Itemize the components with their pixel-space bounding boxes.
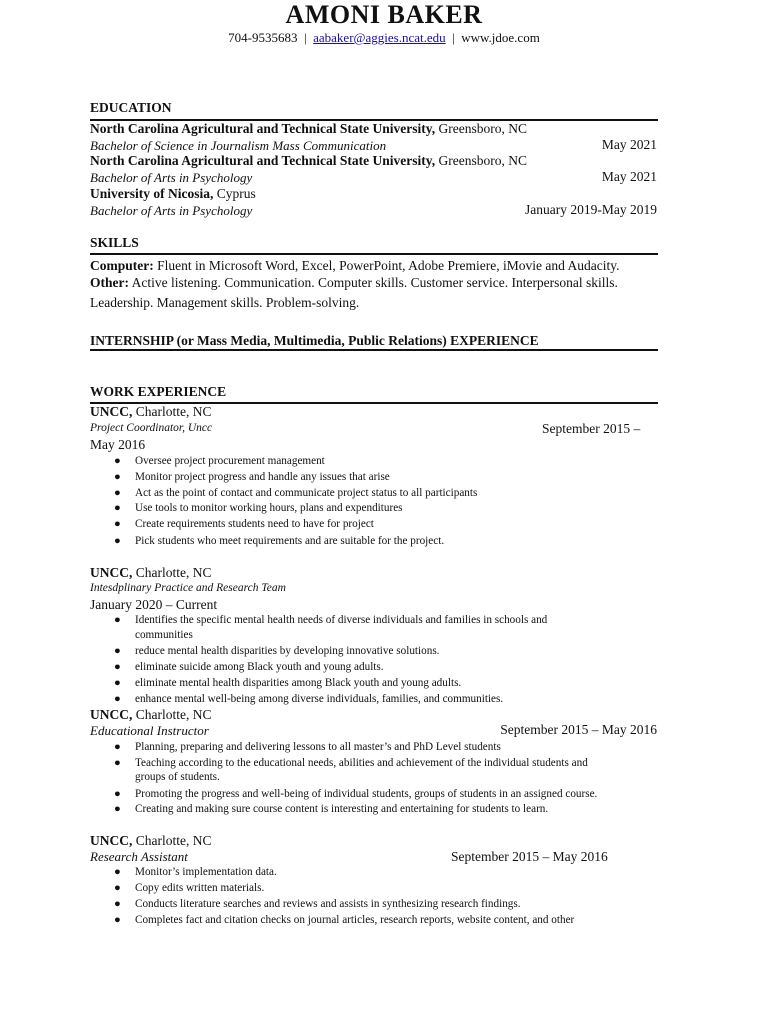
- education-school: North Carolina Agricultural and Technical State University, Greensboro, NC: [90, 153, 527, 168]
- job-title: Intesdplinary Practice and Research Team: [90, 582, 286, 594]
- list-item: ● Creating and making sure course content is interesting and entertaining for students to learn.: [114, 803, 549, 815]
- job-title: Educational Instructor: [90, 723, 209, 738]
- phone-number: 704-9535683: [228, 30, 298, 45]
- job-org: UNCC, Charlotte, NC: [90, 404, 212, 419]
- list-item: ● Planning, preparing and delivering lessons to all master’s and PhD Level students: [114, 741, 501, 753]
- list-item: ● Identifies the specific mental health needs of diverse individuals and families in schools and: [114, 614, 548, 626]
- skills-other: Other: Active listening. Communication. Computer skills. Customer service. Interpersonal skills.: [90, 275, 618, 290]
- list-item: ● Monitor project progress and handle any issues that arise: [114, 471, 390, 483]
- list-item: ● Use tools to monitor working hours, plans and expenditures: [114, 502, 403, 514]
- list-item: ● Teaching according to the educational needs, abilities and achievement of the individual students and: [114, 757, 588, 769]
- work-heading: WORK EXPERIENCE: [90, 384, 227, 399]
- job-title: Research Assistant: [90, 849, 188, 864]
- contact-line: [0, 30, 768, 46]
- education-school: North Carolina Agricultural and Technical State University, Greensboro, NC: [90, 121, 527, 136]
- skills-heading: SKILLS: [90, 235, 139, 250]
- list-item: ● Monitor’s implementation data.: [114, 866, 277, 878]
- website-text: www.jdoe.com: [461, 30, 540, 45]
- skills-computer: Computer: Fluent in Microsoft Word, Excel, PowerPoint, Adobe Premiere, iMovie and Audacity.: [90, 258, 620, 273]
- separator: |: [448, 30, 458, 45]
- education-heading: EDUCATION: [90, 100, 172, 115]
- list-item: ● Promoting the progress and well-being of individual students, groups of students in an assigned course.: [114, 788, 598, 800]
- list-item: ● reduce mental health disparities by developing innovative solutions.: [114, 645, 440, 657]
- list-item-cont: communities: [135, 629, 193, 641]
- job-date: September 2015 – May 2016: [451, 849, 608, 864]
- education-school: University of Nicosia, Cyprus: [90, 186, 256, 201]
- internship-heading: INTERNSHIP (or Mass Media, Multimedia, Public Relations) EXPERIENCE: [90, 333, 539, 348]
- education-date: January 2019-May 2019: [525, 202, 657, 217]
- job-date: January 2020 – Current: [90, 597, 218, 612]
- list-item: ● Copy edits written materials.: [114, 882, 265, 894]
- section-divider: [90, 253, 658, 255]
- section-divider: [90, 349, 658, 351]
- skills-other-cont: Leadership. Management skills. Problem-solving.: [90, 295, 360, 310]
- job-date: September 2015 –: [542, 421, 641, 436]
- email-link[interactable]: aabaker@aggies.ncat.edu: [313, 30, 446, 45]
- job-org: UNCC, Charlotte, NC: [90, 707, 212, 722]
- education-date: May 2021: [601, 137, 657, 152]
- job-org: UNCC, Charlotte, NC: [90, 833, 212, 848]
- separator: |: [300, 30, 310, 45]
- list-item: ● Pick students who meet requirements and are suitable for the project.: [114, 535, 445, 547]
- list-item: ● eliminate suicide among Black youth and young adults.: [114, 661, 384, 673]
- job-org: UNCC, Charlotte, NC: [90, 565, 212, 580]
- job-date-cont: May 2016: [90, 437, 146, 452]
- job-date: September 2015 – May 2016: [500, 722, 657, 737]
- list-item: ● eliminate mental health disparities among Black youth and young adults.: [114, 677, 462, 689]
- job-title: Project Coordinator, Uncc: [90, 422, 213, 434]
- education-degree: Bachelor of Arts in Psychology: [90, 170, 253, 185]
- list-item: ● enhance mental well-being among diverse individuals, families, and communities.: [114, 693, 504, 705]
- list-item: ● Act as the point of contact and communicate project status to all participants: [114, 487, 478, 499]
- list-item-cont: groups of students.: [135, 771, 220, 783]
- resume-name: AMONI BAKER: [285, 0, 483, 29]
- list-item: ● Create requirements students need to have for project: [114, 518, 374, 530]
- list-item: ● Conducts literature searches and reviews and assists in synthesizing research findings.: [114, 898, 521, 910]
- education-date: May 2021: [601, 169, 657, 184]
- list-item: ● Oversee project procurement management: [114, 455, 325, 467]
- list-item: ● Completes fact and citation checks on journal articles, research reports, website content, and other: [114, 914, 575, 926]
- education-degree: Bachelor of Science in Journalism Mass Communication: [90, 138, 387, 153]
- education-degree: Bachelor of Arts in Psychology: [90, 203, 253, 218]
